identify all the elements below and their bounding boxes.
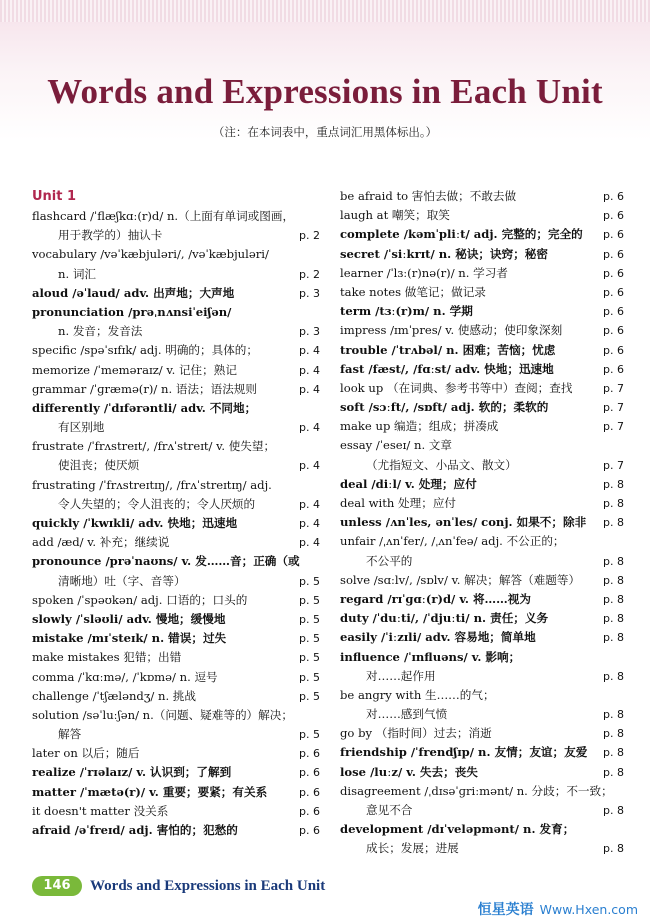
vocab-entry <box>32 552 320 571</box>
right-vocab-list <box>340 187 624 859</box>
vocab-entry <box>340 513 624 532</box>
vocab-entry <box>32 533 320 552</box>
entry-text: fast /fæst/, /fɑːst/ adv. 快地；迅速地 <box>340 361 554 376</box>
vocab-entry <box>32 514 320 533</box>
vocab-entry <box>340 187 624 206</box>
entry-page-ref: p. 7 <box>600 398 624 417</box>
vocab-entry <box>340 283 624 302</box>
entry-text: later on 以后；随后 <box>32 746 140 761</box>
entry-text: complete /kəmˈpliːt/ adj. 完整的；完全的 <box>340 227 583 242</box>
entry-page-ref: p. 5 <box>296 668 320 687</box>
vocab-entry <box>340 360 624 379</box>
vocab-entry <box>32 610 320 629</box>
entry-text: grammar /ˈɡræmə(r)/ n. 语法；语法规则 <box>32 381 257 396</box>
entry-page-ref: p. 6 <box>600 225 624 244</box>
entry-page-ref: p. 8 <box>600 494 624 513</box>
entry-text: slowly /ˈsləʊli/ adv. 慢地；缓慢地 <box>32 611 226 626</box>
entry-page-ref: p. 8 <box>600 839 624 858</box>
page-title: Words and Expressions in Each Unit <box>47 72 603 111</box>
vocab-entry <box>32 361 320 380</box>
entry-page-ref: p. 3 <box>296 322 320 341</box>
vocab-entry <box>32 437 320 456</box>
entry-continuation <box>32 456 320 475</box>
entry-continuation <box>32 495 320 514</box>
entry-text: trouble /ˈtrʌbəl/ n. 困难；苦恼；忧虑 <box>340 342 556 357</box>
entry-page-ref: p. 8 <box>600 705 624 724</box>
entry-text: it doesn't matter 没关系 <box>32 803 169 818</box>
vocab-entry <box>32 591 320 610</box>
entry-text: vocabulary /vəˈkæbjuləri/, /vəˈkæbjuləri/ <box>32 247 269 262</box>
vocab-entry <box>32 763 320 782</box>
entry-page-ref: p. 6 <box>296 763 320 782</box>
entry-page-ref: p. 8 <box>600 628 624 647</box>
entry-text: afraid /əˈfreɪd/ adj. 害怕的；犯愁的 <box>32 823 238 837</box>
vocab-entry <box>340 590 624 609</box>
entry-text: 使沮丧；使厌烦 <box>58 458 140 473</box>
entry-text: laugh at 嘲笑；取笑 <box>340 208 450 223</box>
entry-page-ref: p. 6 <box>600 360 624 379</box>
entry-page-ref: p. 8 <box>600 552 624 571</box>
entry-text: comma /ˈkɑːmə/, /ˈkɒmə/ n. 逗号 <box>32 669 218 684</box>
entry-page-ref: p. 6 <box>296 821 320 840</box>
top-decorative-stripe <box>0 0 650 22</box>
vocab-entry <box>340 686 624 705</box>
entry-text: friendship /ˈfrendʃɪp/ n. 友情；友谊；友爱 <box>340 745 588 760</box>
entry-text: specific /spəˈsɪfɪk/ adj. 明确的；具体的； <box>32 343 258 358</box>
entry-text: secret /ˈsiːkrɪt/ n. 秘诀；诀窍；秘密 <box>340 246 548 261</box>
entry-continuation <box>340 456 624 475</box>
entry-page-ref: p. 7 <box>600 379 624 398</box>
entry-page-ref: p. 4 <box>296 418 320 437</box>
vocab-entry <box>32 668 320 687</box>
vocab-entry <box>32 629 320 648</box>
entry-continuation <box>32 226 320 245</box>
entry-text: 成长；发展；进展 <box>366 841 459 856</box>
entry-text: aloud /əˈlaud/ adv. 出声地；大声地 <box>32 285 235 300</box>
entry-page-ref: p. 8 <box>600 801 624 820</box>
entry-text: （尤指短文、小品文、散文） <box>366 457 517 472</box>
entry-text: frustrating /ˈfrʌstreɪtɪŋ/, /frʌˈstreɪtɪŋ/ adj. <box>32 477 272 492</box>
entry-text: memorize /ˈmeməraɪz/ v. 记住；熟记 <box>32 362 237 377</box>
entry-text: matter /ˈmætə(r)/ v. 重要；要紧；有关系 <box>32 784 268 799</box>
entry-text: go by （指时间）过去；消逝 <box>340 726 492 741</box>
vocab-entry <box>32 245 320 264</box>
entry-text: 令人失望的；令人沮丧的；令人厌烦的 <box>58 496 256 511</box>
entry-text: take notes 做笔记；做记录 <box>340 284 486 299</box>
entry-text: 解答 <box>58 727 82 742</box>
entry-continuation <box>32 418 320 437</box>
entry-page-ref: p. 6 <box>600 302 624 321</box>
vocab-entry <box>340 628 624 647</box>
entry-text: 对……起作用 <box>366 668 436 683</box>
entry-page-ref: p. 6 <box>296 802 320 821</box>
entry-page-ref: p. 6 <box>600 264 624 283</box>
entry-page-ref: p. 8 <box>600 475 624 494</box>
vocab-entry <box>340 571 624 590</box>
entry-text: solution /səˈluːʃən/ n.（问题、疑难等的）解决； <box>32 707 293 722</box>
vocab-entry <box>340 475 624 494</box>
entry-page-ref: p. 6 <box>600 283 624 302</box>
entry-text: deal with 处理；应付 <box>340 496 457 510</box>
watermark-brand: 恒星英语 <box>477 902 534 918</box>
entry-page-ref: p. 6 <box>600 341 624 360</box>
entry-text: 不公平的 <box>366 553 413 568</box>
entry-page-ref: p. 5 <box>296 687 320 706</box>
footer-title: Words and Expressions in Each Unit <box>90 878 326 894</box>
entry-continuation <box>340 801 624 820</box>
entry-text: realize /ˈrɪəlaɪz/ v. 认识到；了解到 <box>32 765 232 780</box>
vocab-entry <box>32 687 320 706</box>
site-watermark <box>478 900 638 920</box>
vocab-entry <box>340 341 624 360</box>
entry-page-ref: p. 8 <box>600 513 624 532</box>
unit-heading: Unit 1 <box>32 189 77 204</box>
entry-page-ref: p. 6 <box>296 744 320 763</box>
entry-text: n. 词汇 <box>58 266 97 281</box>
entry-text: influence /ˈɪnfluəns/ v. 影响； <box>340 649 521 664</box>
vocab-entry <box>340 782 624 801</box>
entry-page-ref: p. 4 <box>296 380 320 399</box>
entry-text: look up （在词典、参考书等中）查阅；查找 <box>340 380 573 395</box>
entry-page-ref: p. 8 <box>600 743 624 762</box>
vocab-entry <box>32 341 320 360</box>
vocab-entry <box>32 648 320 667</box>
entry-page-ref: p. 6 <box>600 206 624 225</box>
entry-continuation <box>32 265 320 284</box>
vocab-entry <box>340 264 624 283</box>
entry-page-ref: p. 4 <box>296 361 320 380</box>
vocab-entry <box>340 302 624 321</box>
entry-text: 意见不合 <box>366 803 413 817</box>
vocab-entry <box>340 532 624 551</box>
vocab-entry <box>32 783 320 802</box>
left-column <box>32 187 320 840</box>
entry-text: solve /sɑːlv/, /sɒlv/ v. 解决；解答（难题等） <box>340 572 581 587</box>
entry-page-ref: p. 7 <box>600 456 624 475</box>
vocab-entry <box>32 476 320 495</box>
page-number-badge: 146 <box>32 876 82 896</box>
entry-continuation <box>32 322 320 341</box>
entry-page-ref: p. 8 <box>600 590 624 609</box>
entry-text: essay /ˈeseɪ/ n. 文章 <box>340 438 452 453</box>
vocab-entry <box>340 436 624 455</box>
entry-text: lose /luːz/ v. 失去；丧失 <box>340 764 478 779</box>
vocab-entry <box>340 743 624 762</box>
entry-text: 清晰地）吐（字、音等） <box>58 573 186 588</box>
entry-text: spoken /ˈspəʊkən/ adj. 口语的；口头的 <box>32 592 248 607</box>
entry-page-ref: p. 6 <box>296 783 320 802</box>
vocab-entry <box>32 821 320 840</box>
entry-text: disagreement /ˌdɪsəˈɡriːmənt/ n. 分歧；不一致； <box>340 783 613 798</box>
entry-page-ref: p. 8 <box>600 571 624 590</box>
vocab-entry <box>340 724 624 743</box>
entry-page-ref: p. 5 <box>296 629 320 648</box>
entry-page-ref: p. 6 <box>600 187 624 206</box>
entry-page-ref: p. 5 <box>296 572 320 591</box>
entry-continuation <box>32 725 320 744</box>
entry-text: 用于教学的）抽认卡 <box>58 228 163 243</box>
entry-page-ref: p. 2 <box>296 265 320 284</box>
vocab-entry <box>32 802 320 821</box>
vocab-entry <box>32 744 320 763</box>
entry-text: regard /rɪˈɡɑː(r)d/ v. 将……视为 <box>340 591 531 606</box>
left-vocab-list <box>32 207 320 840</box>
entry-text: pronounce /prəˈnaʊns/ v. 发……音；正确（或 <box>32 554 300 569</box>
entry-text: unfair /ˌʌnˈfer/, /ˌʌnˈfeə/ adj. 不公正的； <box>340 534 565 549</box>
entry-text: challenge /ˈtʃæləndʒ/ n. 挑战 <box>32 688 196 703</box>
entry-page-ref: p. 4 <box>296 341 320 360</box>
entry-text: flashcard /ˈflæʃkɑː(r)d/ n.（上面有单词或图画， <box>32 209 295 223</box>
vocab-entry <box>32 380 320 399</box>
entry-text: be angry with 生……的气； <box>340 687 495 702</box>
entry-text: differently /ˈdɪfərəntli/ adv. 不同地； <box>32 400 257 415</box>
vocab-entry <box>32 399 320 418</box>
entry-text: make up 编造；组成；拼凑成 <box>340 419 499 434</box>
vocab-entry <box>340 417 624 436</box>
entry-page-ref: p. 4 <box>296 533 320 552</box>
entry-text: quickly /ˈkwɪkli/ adv. 快地；迅速地 <box>32 516 238 530</box>
entry-continuation <box>32 572 320 591</box>
vocab-entry <box>340 379 624 398</box>
right-column <box>340 187 624 859</box>
entry-page-ref: p. 5 <box>296 610 320 629</box>
entry-continuation <box>340 667 624 686</box>
vocab-entry <box>340 609 624 628</box>
entry-text: deal /diːl/ v. 处理；应付 <box>340 476 477 491</box>
entry-continuation <box>340 839 624 858</box>
entry-page-ref: p. 6 <box>600 321 624 340</box>
watermark-site: Www.Hxen.com <box>539 902 638 917</box>
entry-page-ref: p. 5 <box>296 725 320 744</box>
entry-text: unless /ʌnˈles, ənˈles/ conj. 如果不；除非 <box>340 515 587 530</box>
entry-text: easily /ˈiːzɪli/ adv. 容易地；简单地 <box>340 630 536 645</box>
entry-text: mistake /mɪˈsteɪk/ n. 错误；过失 <box>32 631 227 646</box>
entry-text: soft /sɔːft/, /sɒft/ adj. 软的；柔软的 <box>340 400 549 415</box>
entry-page-ref: p. 6 <box>600 245 624 264</box>
entry-page-ref: p. 5 <box>296 591 320 610</box>
entry-page-ref: p. 2 <box>296 226 320 245</box>
entry-continuation <box>340 552 624 571</box>
vocabulary-note: （注：在本词表中，重点词汇用黑体标出。） <box>212 125 438 139</box>
entry-page-ref: p. 4 <box>296 495 320 514</box>
entry-text: development /dɪˈveləpmənt/ n. 发育； <box>340 822 575 837</box>
entry-page-ref: p. 4 <box>296 456 320 475</box>
vocab-entry <box>32 284 320 303</box>
entry-page-ref: p. 8 <box>600 763 624 782</box>
entry-page-ref: p. 8 <box>600 609 624 628</box>
vocab-entry <box>340 763 624 782</box>
entry-page-ref: p. 7 <box>600 417 624 436</box>
entry-text: make mistakes 犯错；出错 <box>32 650 182 665</box>
entry-text: learner /ˈlɜː(r)nə(r)/ n. 学习者 <box>340 265 508 280</box>
vocab-entry <box>340 398 624 417</box>
entry-text: add /æd/ v. 补充；继续说 <box>32 535 170 550</box>
entry-text: 有区别地 <box>58 420 105 435</box>
vocab-entry <box>32 706 320 725</box>
entry-page-ref: p. 4 <box>296 514 320 533</box>
entry-continuation <box>340 705 624 724</box>
vocab-entry <box>340 206 624 225</box>
vocab-entry <box>340 820 624 839</box>
entry-page-ref: p. 3 <box>296 284 320 303</box>
entry-page-ref: p. 8 <box>600 724 624 743</box>
entry-text: frustrate /ˈfrʌstreɪt/, /frʌˈstreɪt/ v. 使失望； <box>32 439 276 454</box>
vocab-entry <box>340 245 624 264</box>
vocab-entry <box>32 207 320 226</box>
entry-text: 对……感到气愤 <box>366 707 448 722</box>
entry-text: pronunciation /prəˌnʌnsiˈeiʃən/ <box>32 304 232 319</box>
entry-text: be afraid to 害怕去做；不敢去做 <box>340 189 517 203</box>
vocab-entry <box>32 303 320 322</box>
entry-text: impress /ɪmˈpres/ v. 使感动；使印象深刻 <box>340 323 563 338</box>
entry-text: n. 发音；发音法 <box>58 324 143 339</box>
entry-page-ref: p. 5 <box>296 648 320 667</box>
entry-page-ref: p. 8 <box>600 667 624 686</box>
entry-text: duty /ˈduːti/, /ˈdjuːti/ n. 责任；义务 <box>340 611 549 626</box>
vocab-entry <box>340 648 624 667</box>
vocab-entry <box>340 321 624 340</box>
vocab-entry <box>340 225 624 244</box>
vocab-entry <box>340 494 624 513</box>
entry-text: term /tɜː(r)m/ n. 学期 <box>340 304 473 319</box>
